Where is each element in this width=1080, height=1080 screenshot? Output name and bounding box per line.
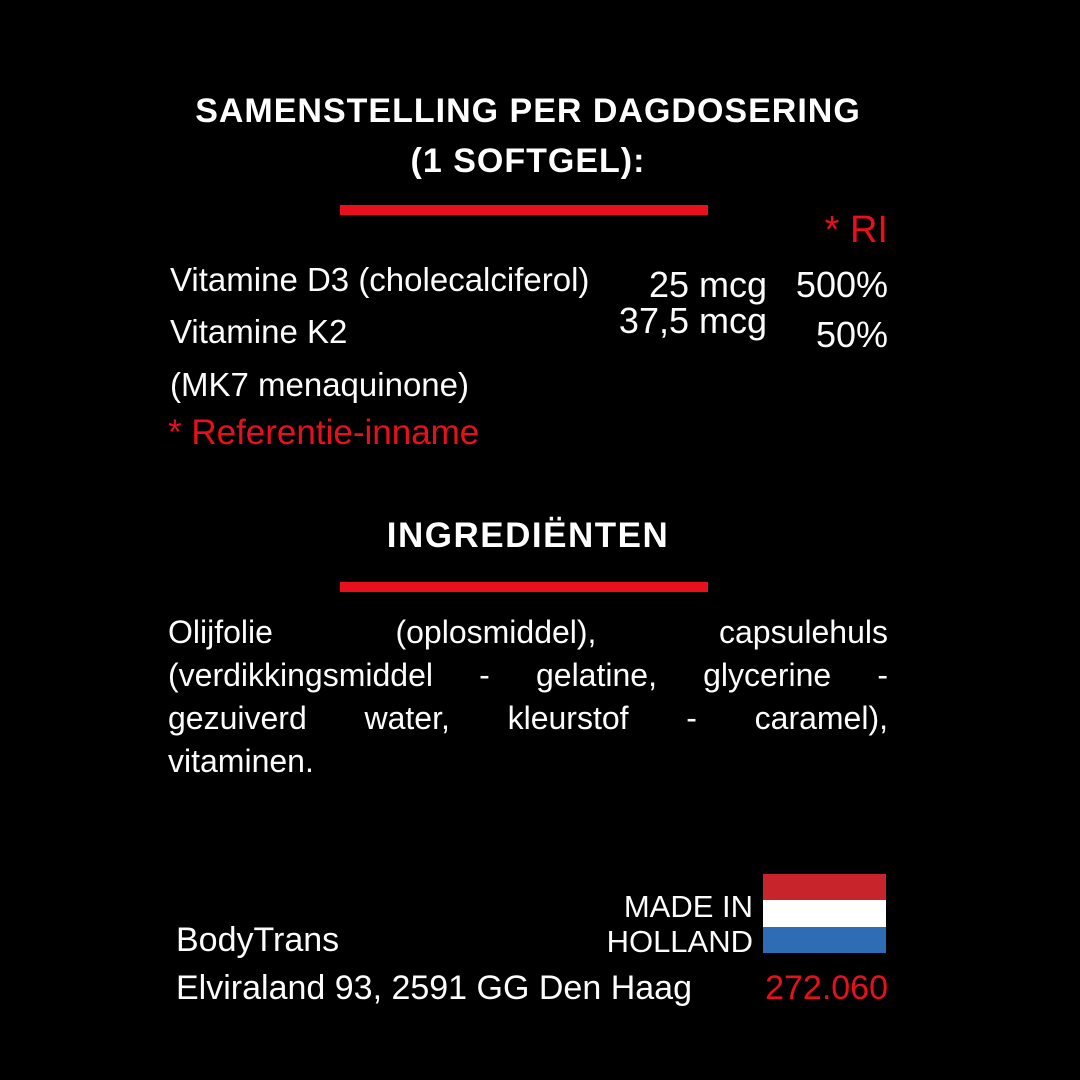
ingredients-line: (verdikkingsmiddel - gelatine, glycerine - (168, 657, 888, 693)
nutrient-name-vitamine-d3: Vitamine D3 (cholecalciferol) (170, 261, 590, 298)
ingredients-line: vitaminen. (168, 743, 314, 779)
product-code: 272.060 (765, 969, 888, 1007)
composition-title (168, 86, 888, 186)
made-in-line2: HOLLAND (606, 924, 753, 959)
flag-stripe-blue (763, 927, 886, 953)
composition-title-line2: (1 SOFTGEL): (410, 142, 646, 180)
netherlands-flag-icon (763, 874, 886, 953)
made-in-holland-label (607, 889, 753, 959)
ingredients-paragraph (168, 611, 888, 783)
composition-title-line1: SAMENSTELLING PER DAGDOSERING (195, 92, 861, 130)
red-divider-top (340, 205, 708, 215)
brand-name: BodyTrans (176, 921, 340, 959)
ingredients-line: Olijfolie (oplosmiddel), capsulehuls (168, 614, 888, 650)
ingredients-title: INGREDIËNTEN (386, 516, 670, 555)
brand-address: Elviraland 93, 2591 GG Den Haag (176, 969, 692, 1007)
flag-stripe-white (763, 900, 886, 926)
made-in-line1: MADE IN (623, 889, 753, 924)
nutrient-ri-vitamine-k2: 50% (815, 314, 888, 355)
reference-intake-footnote: * Referentie-inname (168, 413, 480, 452)
ri-reference-marker: * RI (824, 209, 888, 251)
nutrient-amount-vitamine-d3: 25 mcg (648, 264, 767, 305)
nutrient-ri-vitamine-d3: 500% (795, 264, 888, 305)
ingredients-line: gezuiverd water, kleurstof - caramel), (168, 700, 888, 736)
nutrient-name-vitamine-k2: Vitamine K2 (170, 313, 348, 350)
nutrient-amount-vitamine-k2: 37,5 mcg (618, 300, 767, 341)
red-divider-ingredients (340, 582, 708, 592)
nutrient-name-mk7: (MK7 menaquinone) (170, 366, 469, 403)
flag-stripe-red (763, 874, 886, 900)
